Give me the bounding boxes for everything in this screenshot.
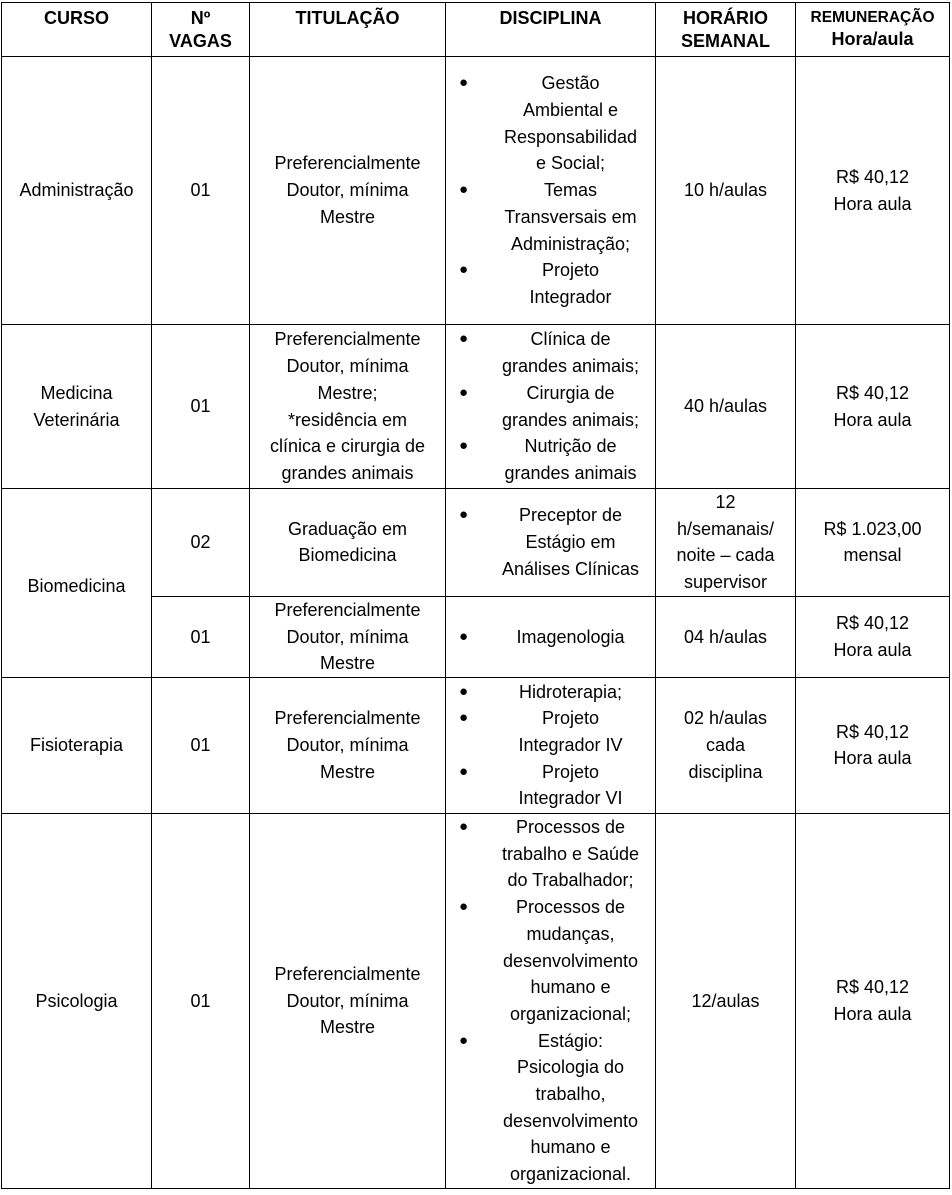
bullet-icon: ● <box>459 437 469 455</box>
curso-cell: Psicologia <box>2 813 152 1188</box>
bullet-icon: ● <box>459 181 469 199</box>
curso-cell: Administração <box>2 57 152 325</box>
bullet-icon: ● <box>459 818 469 835</box>
vagas-cell: 02 <box>152 489 250 597</box>
bullet-icon: ● <box>459 682 469 700</box>
remuneracao-cell: R$ 40,12 Hora aula <box>796 57 950 325</box>
titulacao-cell: Preferencialmente Doutor, mínima Mestre <box>250 596 446 677</box>
titulacao-cell: Preferencialmente Doutor, mínima Mestre; *residência em clínica e cirurgia de grandes animais <box>250 325 446 489</box>
bullet-icon: ● <box>459 261 469 279</box>
bullet-icon: ● <box>459 383 469 401</box>
list-item: ● Imagenologia <box>446 624 655 651</box>
curso-cell: Fisioterapia <box>2 677 152 813</box>
list-item: ● Clínica de grandes animais; <box>446 326 655 379</box>
remuneracao-cell: R$ 40,12 Hora aula <box>796 596 950 677</box>
disciplina-cell <box>446 813 656 1188</box>
list-item: ● Processos de mudanças, desenvolvimento humano e organizacional; <box>446 894 655 1028</box>
horario-cell: 12/aulas <box>656 813 796 1188</box>
horario-cell: 02 h/aulas cada disciplina <box>656 677 796 813</box>
remuneracao-cell: R$ 1.023,00 mensal <box>796 489 950 597</box>
vagas-cell: 01 <box>152 677 250 813</box>
bullet-icon: ● <box>459 709 469 727</box>
list-item: ● Projeto Integrador <box>446 257 655 310</box>
bullet-icon: ● <box>459 627 469 645</box>
list-item: ● Nutrição de grandes animais <box>446 433 655 486</box>
remuneracao-cell: R$ 40,12 Hora aula <box>796 813 950 1188</box>
list-item: ● Estágio: Psicologia do trabalho, desenvolvimento humano e organizacional. <box>446 1028 655 1188</box>
header-row <box>2 3 950 57</box>
header-disciplina: DISCIPLINA <box>446 3 656 57</box>
list-item: ● Temas Transversais em Administração; <box>446 177 655 257</box>
bullet-icon: ● <box>459 74 469 92</box>
titulacao-cell: Preferencialmente Doutor, mínima Mestre <box>250 813 446 1188</box>
table-row <box>2 489 950 597</box>
vagas-cell: 01 <box>152 596 250 677</box>
header-curso: CURSO <box>2 3 152 57</box>
disciplina-cell <box>446 325 656 489</box>
horario-cell: 40 h/aulas <box>656 325 796 489</box>
bullet-icon: ● <box>459 762 469 780</box>
table-row <box>2 677 950 813</box>
list-item: ● Hidroterapia; <box>446 679 655 706</box>
list-item: ● Gestão Ambiental e Responsabilidad e Social; <box>446 70 655 177</box>
titulacao-cell: Preferencialmente Doutor, mínima Mestre <box>250 57 446 325</box>
vagas-cell: 01 <box>152 813 250 1188</box>
list-item: ● Cirurgia de grandes animais; <box>446 380 655 433</box>
table-row <box>2 57 950 325</box>
list-item: ● Processos de trabalho e Saúde do Trabalhador; <box>446 814 655 894</box>
titulacao-cell: Graduação em Biomedicina <box>250 489 446 597</box>
list-item: ● Preceptor de Estágio em Análises Clínicas <box>446 502 655 582</box>
disciplina-cell <box>446 489 656 597</box>
titulacao-cell: Preferencialmente Doutor, mínima Mestre <box>250 677 446 813</box>
remuneracao-cell: R$ 40,12 Hora aula <box>796 325 950 489</box>
bullet-icon: ● <box>459 1031 469 1049</box>
header-vagas: Nº VAGAS <box>152 3 250 57</box>
table-row <box>2 813 950 1188</box>
curso-cell: Medicina Veterinária <box>2 325 152 489</box>
vacancies-table <box>1 2 950 1189</box>
header-titulacao: TITULAÇÃO <box>250 3 446 57</box>
vagas-cell: 01 <box>152 57 250 325</box>
list-item: ● Projeto Integrador VI <box>446 759 655 812</box>
bullet-icon: ● <box>459 898 469 916</box>
disciplina-cell <box>446 677 656 813</box>
disciplina-cell <box>446 596 656 677</box>
horario-cell: 10 h/aulas <box>656 57 796 325</box>
curso-cell: Biomedicina <box>2 489 152 678</box>
bullet-icon: ● <box>459 506 469 524</box>
remuneracao-cell: R$ 40,12 Hora aula <box>796 677 950 813</box>
header-horario: HORÁRIO SEMANAL <box>656 3 796 57</box>
disciplina-cell <box>446 57 656 325</box>
list-item: ● Projeto Integrador IV <box>446 705 655 758</box>
vagas-cell: 01 <box>152 325 250 489</box>
horario-cell: 04 h/aulas <box>656 596 796 677</box>
horario-cell: 12 h/semanais/ noite – cada supervisor <box>656 489 796 597</box>
header-remuneracao: REMUNERAÇÃO Hora/aula <box>796 3 950 57</box>
bullet-icon: ● <box>459 330 469 348</box>
table-row <box>2 325 950 489</box>
